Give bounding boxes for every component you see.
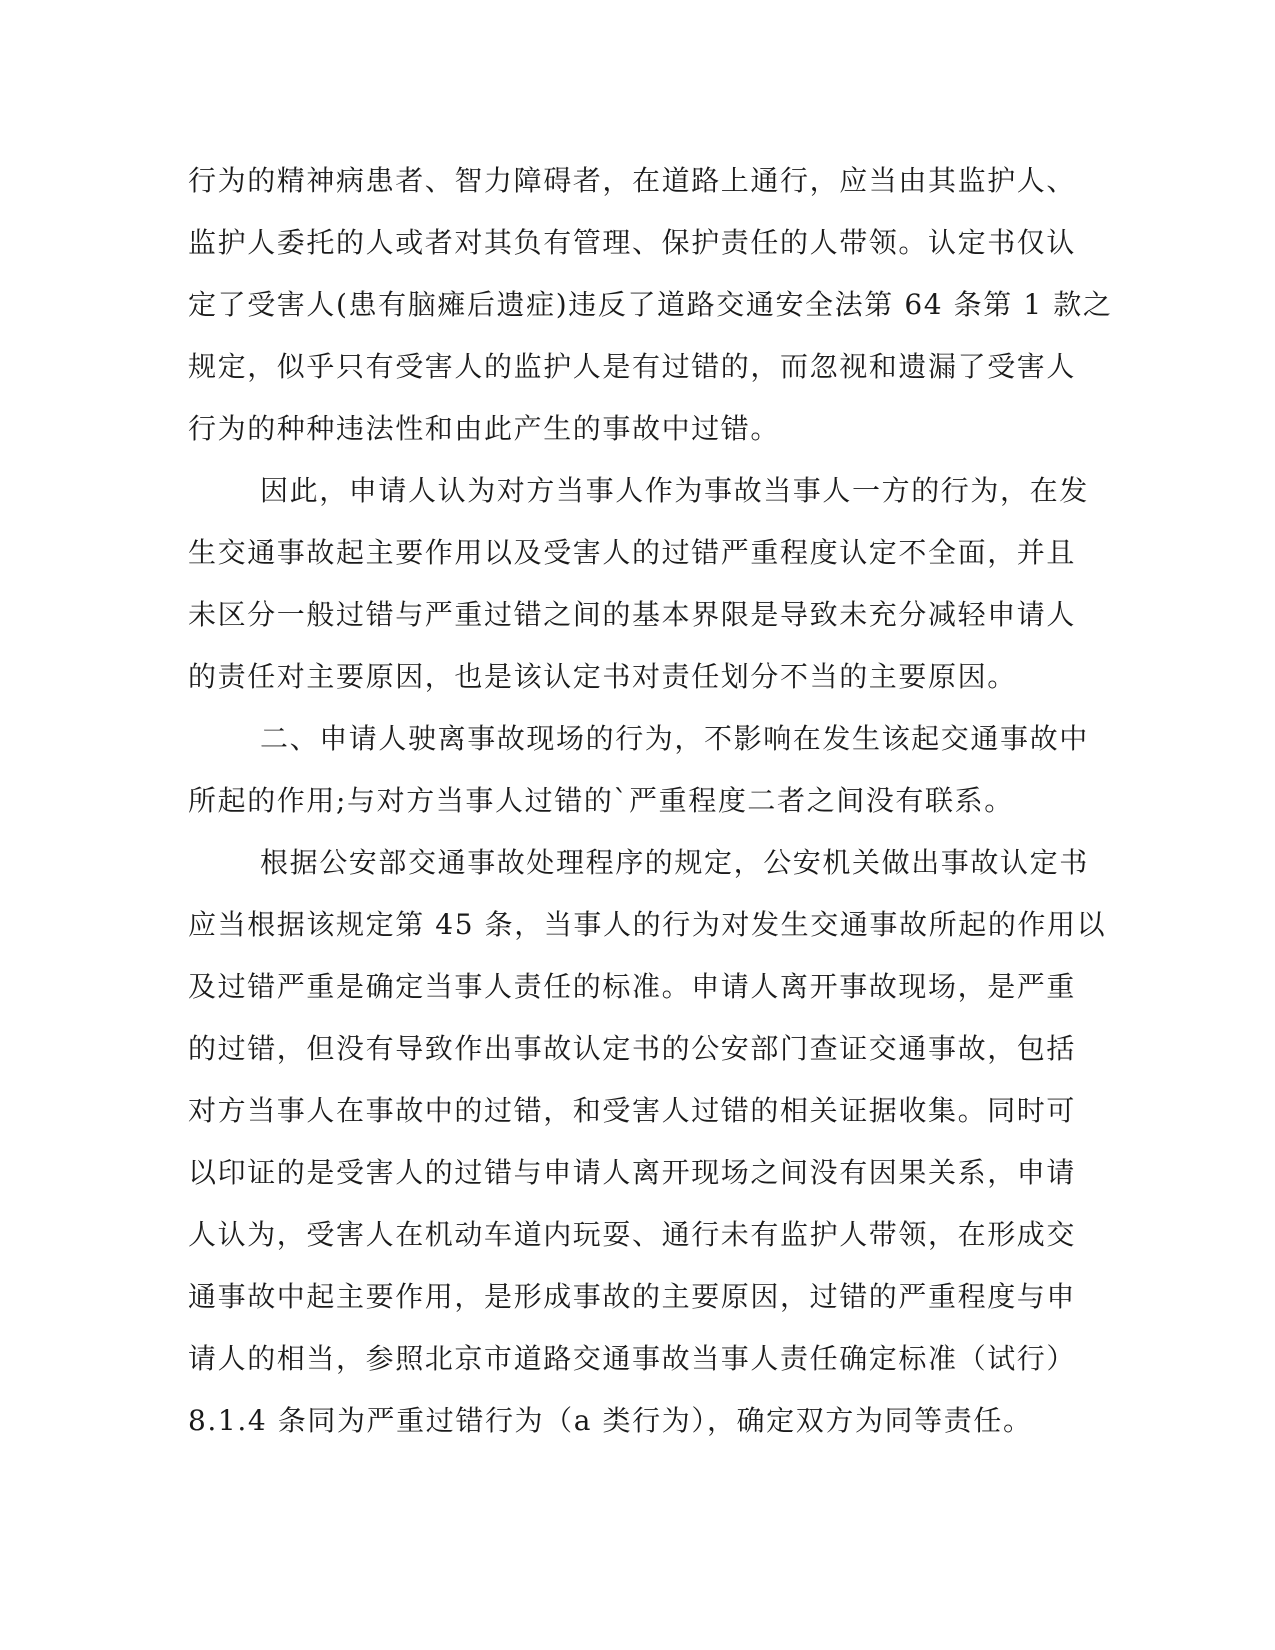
text-line: 未区分一般过错与严重过错之间的基本界限是导致未充分减轻申请人 — [188, 598, 1077, 631]
text-line: 生交通事故起主要作用以及受害人的过错严重程度认定不全面，并且 — [188, 536, 1077, 569]
text-line: 人认为，受害人在机动车道内玩耍、通行未有监护人带领，在形成交 — [188, 1218, 1077, 1251]
paragraph-1 — [188, 150, 1113, 460]
text-line: 因此，申请人认为对方当事人作为事故当事人一方的行为，在发 — [260, 474, 1089, 507]
text-line: 行为的种种违法性和由此产生的事故中过错。 — [188, 412, 781, 445]
text-line: 以印证的是受害人的过错与申请人离开现场之间没有因果关系，申请 — [188, 1156, 1077, 1189]
document-body — [188, 150, 1113, 1452]
text-line: 所起的作用;与对方当事人过错的`严重程度二者之间没有联系。 — [188, 784, 1014, 817]
text-line: 请人的相当，参照北京市道路交通事故当事人责任确定标准（试行） — [188, 1342, 1077, 1375]
text-line: 根据公安部交通事故处理程序的规定，公安机关做出事故认定书 — [260, 846, 1089, 879]
text-line: 对方当事人在事故中的过错，和受害人过错的相关证据收集。同时可 — [188, 1094, 1077, 1127]
text-line: 定了受害人(患有脑瘫后遗症)违反了道路交通安全法第 64 条第 1 款之 — [188, 288, 1113, 321]
text-line: 行为的精神病患者、智力障碍者，在道路上通行，应当由其监护人、 — [188, 164, 1077, 197]
text-line: 8.1.4 条同为严重过错行为（a 类行为），确定双方为同等责任。 — [188, 1404, 1033, 1437]
text-line: 二、申请人驶离事故现场的行为，不影响在发生该起交通事故中 — [260, 722, 1089, 755]
paragraph-3 — [188, 708, 1089, 832]
paragraph-2 — [188, 460, 1089, 708]
text-line: 应当根据该规定第 45 条，当事人的行为对发生交通事故所起的作用以 — [188, 908, 1107, 941]
text-line: 规定，似乎只有受害人的监护人是有过错的，而忽视和遗漏了受害人 — [188, 350, 1077, 383]
text-line: 通事故中起主要作用，是形成事故的主要原因，过错的严重程度与申 — [188, 1280, 1077, 1313]
text-line: 的过错，但没有导致作出事故认定书的公安部门查证交通事故，包括 — [188, 1032, 1077, 1065]
text-line: 监护人委托的人或者对其负有管理、保护责任的人带领。认定书仅认 — [188, 226, 1077, 259]
paragraph-4 — [188, 832, 1107, 1452]
text-line: 的责任对主要原因，也是该认定书对责任划分不当的主要原因。 — [188, 660, 1017, 693]
text-line: 及过错严重是确定当事人责任的标准。申请人离开事故现场，是严重 — [188, 970, 1077, 1003]
